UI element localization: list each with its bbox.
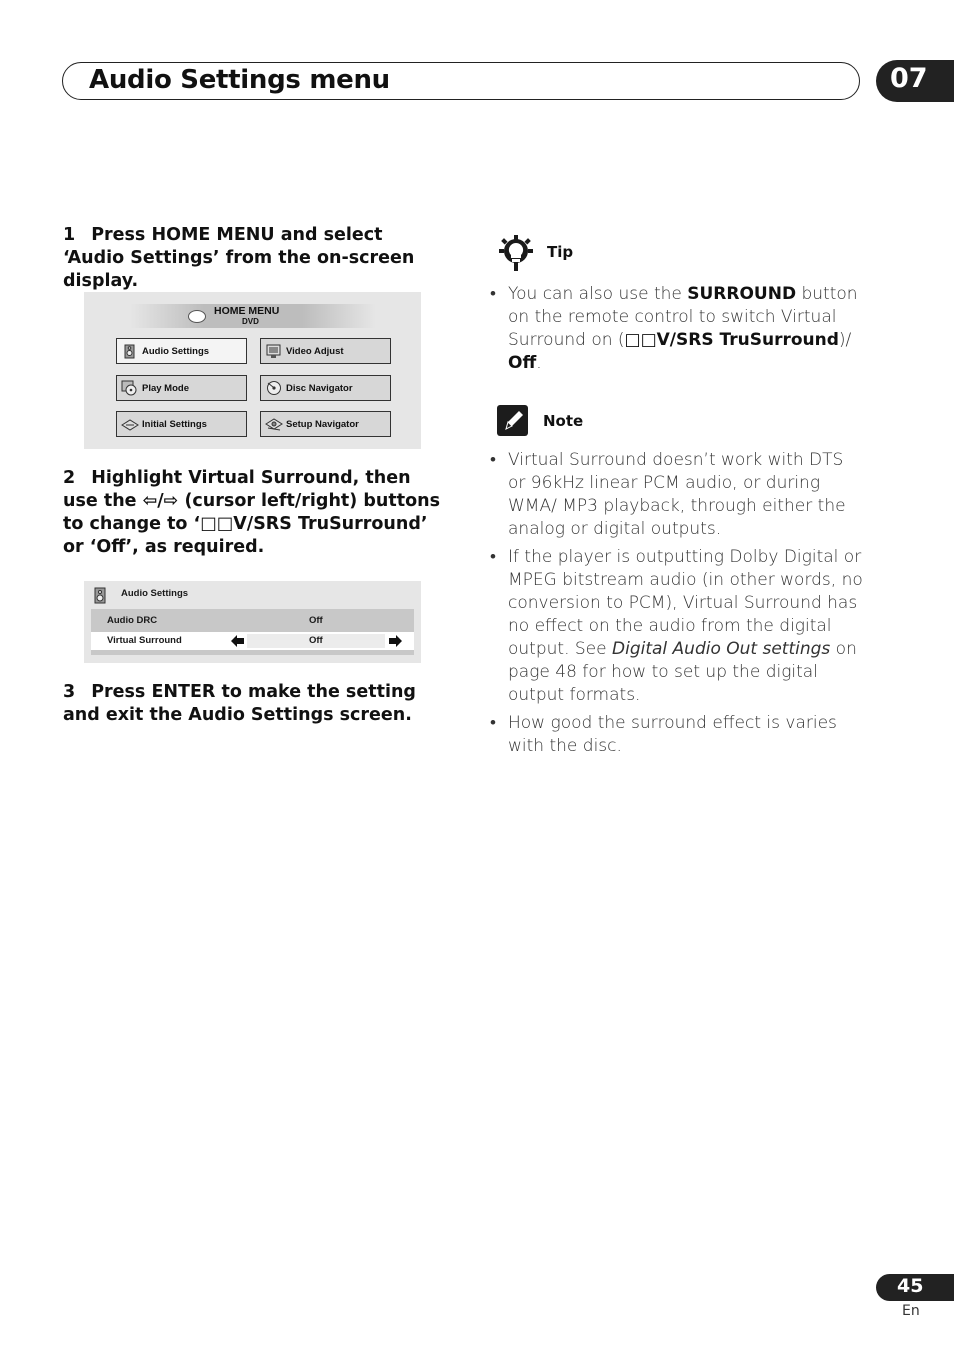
step-text-pre: Highlight Virtual Surround, then use the	[63, 468, 411, 511]
step-3	[63, 681, 448, 727]
page-title: Audio Settings menu	[89, 65, 390, 95]
chapter-tab	[876, 60, 954, 102]
note-label: Note	[543, 412, 584, 430]
setting-row-virtual-surround[interactable]	[91, 632, 414, 650]
menu-item-disc-navigator[interactable]	[260, 375, 391, 401]
bullet-bold: SURROUND	[687, 284, 797, 304]
speaker-icon	[91, 585, 109, 605]
settings-icon	[121, 416, 139, 432]
note-bullet	[508, 449, 863, 541]
dvd-disc-icon	[188, 310, 206, 323]
menu-item-label: Initial Settings	[142, 419, 207, 430]
setting-label: Virtual Surround	[107, 635, 182, 646]
bullet-text: How good the surround effect is varies with the disc.	[508, 713, 837, 756]
tip-label: Tip	[547, 243, 574, 261]
bullet-text: .	[536, 353, 542, 373]
step-text: Press ENTER to make the setting and exit the Audio Settings screen.	[63, 682, 416, 725]
menu-item-label: Video Adjust	[286, 346, 344, 357]
setting-value: Off	[309, 635, 323, 646]
note-bullet	[508, 546, 863, 707]
step-number: 3	[63, 682, 76, 702]
step-text: Press HOME MENU and select ‘Audio Settings’ from the on-screen display.	[63, 225, 415, 291]
arrow-right-icon[interactable]	[389, 635, 402, 647]
home-menu-screen	[84, 292, 421, 449]
page-number: 45	[897, 1275, 924, 1297]
page-language: En	[902, 1303, 920, 1319]
step-number: 1	[63, 225, 76, 245]
chapter-number: 07	[890, 63, 928, 94]
menu-item-label: Audio Settings	[142, 346, 210, 357]
menu-item-label: Disc Navigator	[286, 383, 353, 394]
navigator-icon	[265, 416, 283, 432]
bullet-text: button on the remote control to switch Virtual Surround on (	[508, 284, 858, 350]
menu-item-video-adjust[interactable]	[260, 338, 391, 364]
setting-label: Audio DRC	[107, 615, 158, 626]
chapter-title-bar	[62, 62, 860, 100]
bullet-text: Virtual Surround doesn’t work with DTS or 96kHz linear PCM audio, or during WMA/ MP3 playback, through either the analog or digital outputs.	[508, 450, 846, 539]
monitor-icon	[265, 343, 283, 359]
speaker-icon	[121, 343, 139, 359]
note-pencil-icon	[497, 405, 528, 436]
bullet-italic: Digital Audio Out settings	[612, 639, 831, 659]
bullet-text: on page 48 for how to set up the digital output formats.	[508, 639, 857, 705]
tip-bullet	[508, 283, 863, 375]
audio-settings-title: Audio Settings	[121, 588, 189, 599]
bullet-text: You can also use the	[508, 284, 688, 304]
menu-item-play-mode[interactable]	[116, 375, 247, 401]
page-number-tab	[876, 1274, 954, 1301]
audio-settings-screen	[84, 581, 421, 663]
bullet-text: If the player is outputting Dolby Digital or MPEG bitstream audio (in other words, no conversion to PCM), Virtual Surround has no effect on the audio from the digital output. See	[508, 547, 863, 659]
setting-value: Off	[309, 615, 323, 626]
menu-item-initial-settings[interactable]	[116, 411, 247, 437]
lightbulb-icon	[497, 234, 535, 272]
step-2	[63, 467, 448, 559]
menu-item-setup-navigator[interactable]	[260, 411, 391, 437]
bullet-text: )/	[838, 330, 852, 350]
note-bullet	[508, 712, 863, 758]
bullet-bold: □□V/SRS TruSurround	[624, 330, 839, 350]
menu-item-audio-settings[interactable]	[116, 338, 247, 364]
menu-item-label: Play Mode	[142, 383, 189, 394]
audio-settings-panel	[91, 609, 414, 655]
home-menu-title: HOME MENU	[214, 305, 280, 317]
setting-row-audio-drc[interactable]	[91, 612, 414, 630]
menu-item-label: Setup Navigator	[286, 419, 359, 430]
step-1	[63, 224, 448, 293]
arrow-left-icon[interactable]	[231, 635, 244, 647]
play-mode-icon	[121, 380, 139, 396]
home-menu-subtitle: DVD	[242, 317, 259, 326]
home-menu-banner	[130, 304, 376, 328]
disc-icon	[265, 380, 283, 396]
step-number: 2	[63, 468, 76, 488]
cursor-arrows-icon: ⇦/⇨	[142, 491, 179, 511]
step-text-post: (cursor left/right) buttons to change to ‘□□V/SRS TruSurround’ or ‘Off’, as required.	[63, 491, 440, 557]
bullet-bold: Off	[508, 353, 537, 373]
